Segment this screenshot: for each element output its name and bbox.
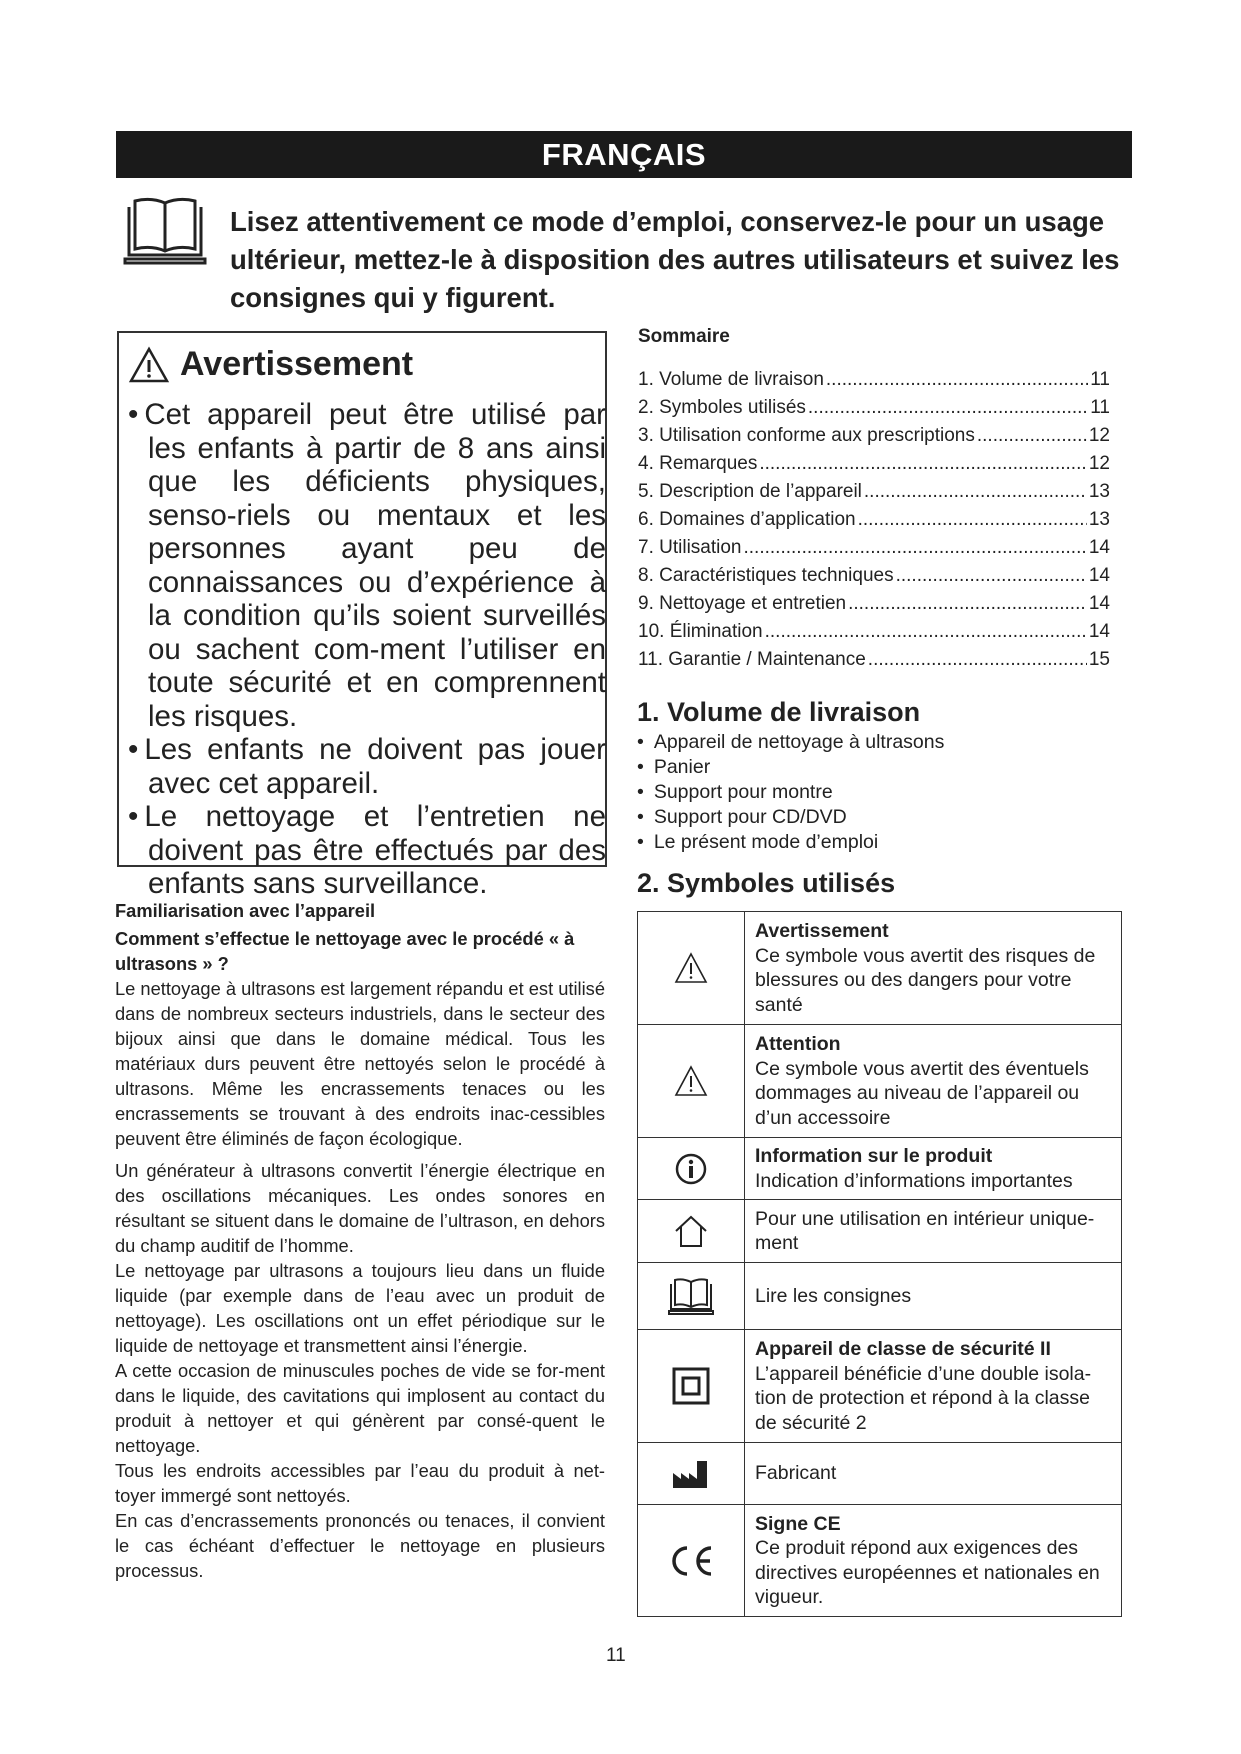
symbol-text: Ce symbole vous avertit des éventuels dommages au niveau de l’appareil ou d’un accessoire <box>755 1057 1089 1129</box>
paragraph: A cette occasion de minuscules poches de vide se for-ment dans le liquide, des cavitations qui implosent au contact du produit à nettoyer et qui génèrent par consé-quent le nettoyage. <box>115 1360 605 1456</box>
symbol-title: Attention <box>755 1033 841 1055</box>
list-item: • Panier <box>637 755 944 780</box>
symbol-text: Pour une utilisation en intérieur unique-ment <box>755 1207 1095 1254</box>
symbol-text: Ce produit répond aux exigences des directives européennes et nationales en vigueur. <box>755 1537 1100 1608</box>
table-row <box>638 1443 1122 1505</box>
paragraph: Tous les endroits accessibles par l’eau du produit à net-toyer immergé sont nettoyés. <box>115 1460 605 1506</box>
warning-item: • Les enfants ne doivent pas jouer avec cet appareil. <box>128 733 606 800</box>
symbol-text: Indication d’informations importantes <box>755 1169 1073 1192</box>
toc-title: Sommaire <box>638 326 730 347</box>
warning-item: • Cet appareil peut être utilisé par les enfants à partir de 8 ans ainsi que les déficients physiques, senso-riels ou mentaux et les personnes ayant peu de connaissances ou d’expérience à la condition qu’ils soient surveillés ou sachent com-ment l’utiliser en toute sécurité et en comprennent les risques. <box>128 398 606 733</box>
warning-triangle-icon <box>128 346 170 384</box>
section1-heading: 1. Volume de livraison <box>637 697 921 727</box>
toc-item: 9. Nettoyage et entretien ..... 14 <box>638 590 1110 618</box>
toc-item: 3. Utilisation conforme aux prescriptions ..... 12 <box>638 422 1110 450</box>
symbol-text: Fabricant <box>755 1462 837 1485</box>
list-item: • Support pour CD/DVD <box>637 805 944 830</box>
paragraph: Un générateur à ultrasons convertit l’énergie électrique en des oscillations mécaniques. Les ondes sonores en résultant se situent dans le domaine de l’ultrason, en dehors du champ auditif de l’homme. <box>115 1160 605 1256</box>
info-icon <box>638 1138 745 1200</box>
book-icon <box>123 195 207 267</box>
table-row <box>638 1263 1122 1330</box>
toc-item: 8. Caractéristiques techniques ..... 14 <box>638 562 1110 590</box>
indoor-house-icon <box>638 1200 745 1263</box>
toc-item: 1. Volume de livraison ..... 11 <box>638 366 1110 394</box>
table-row <box>638 912 1122 1025</box>
table-row <box>638 1505 1122 1617</box>
section2-heading: 2. Symboles utilisés <box>637 868 896 898</box>
toc-item: 6. Domaines d’application ..... 13 <box>638 506 1110 534</box>
warning-title <box>128 345 413 384</box>
symbol-text: L’appareil bénéficie d’une double isola-tion de protection et répond à la classe de sécurité 2 <box>755 1362 1092 1434</box>
symbol-text: Lire les consignes <box>755 1284 912 1307</box>
paragraph: En cas d’encrassements prononcés ou tenaces, il convient le cas échéant d’effectuer le nettoyage en plusieurs processus. <box>115 1510 605 1581</box>
ce-mark-icon <box>638 1505 745 1617</box>
table-row <box>638 1330 1122 1443</box>
familiarisation-subheading: Comment s’effectue le nettoyage avec le procédé « à ultrasons » ? <box>115 928 575 974</box>
toc-item: 11. Garantie / Maintenance ..... 15 <box>638 646 1110 674</box>
intro-text: Lisez attentivement ce mode d’emploi, conservez-le pour un usage ultérieur, mettez-le à disposition des autres utilisateurs et suivez les consignes qui y figurent. <box>230 206 1120 313</box>
symbol-title: Signe CE <box>755 1512 841 1535</box>
warning-triangle-icon <box>638 1025 745 1138</box>
manufacturer-icon <box>638 1443 745 1505</box>
paragraph: Le nettoyage à ultrasons est largement répandu et est utilisé dans de nombreux secteurs industriels, dans le secteur des bijoux ainsi que dans le domaine médical. Tous les matériaux durs peuvent être nettoyés selon le procédé à ultrasons. Même les encrassements tenaces ou les encrassements se trouvant à des endroits inac-cessibles peuvent être éliminés de façon écologique. <box>115 978 605 1149</box>
toc-item: 7. Utilisation ..... 14 <box>638 534 1110 562</box>
delivery-list <box>637 730 944 855</box>
familiarisation-heading: Familiarisation avec l’appareil <box>115 900 376 921</box>
table-row <box>638 1025 1122 1138</box>
toc-item: 5. Description de l’appareil ..... 13 <box>638 478 1110 506</box>
symbol-title: Avertissement <box>755 920 889 942</box>
paragraph: Le nettoyage par ultrasons a toujours lieu dans un fluide liquide (par exemple dans de l’eau avec un produit de nettoyage). Les oscillations ont un effet périodique sur le liquide de nettoyage et transmettent ainsi l’énergie. <box>115 1260 605 1356</box>
familiarisation-section <box>115 898 605 1583</box>
symbol-title: Appareil de classe de sécurité II <box>755 1338 1051 1360</box>
list-item: • Support pour montre <box>637 780 944 805</box>
list-item: • Appareil de nettoyage à ultrasons <box>637 730 944 755</box>
toc-item: 4. Remarques ..... 12 <box>638 450 1110 478</box>
page-number: 11 <box>606 1645 626 1666</box>
warning-list <box>128 398 606 901</box>
warning-triangle-icon <box>638 912 745 1025</box>
list-item: • Le présent mode d’emploi <box>637 830 944 855</box>
language-header: FRANÇAIS <box>116 131 1132 178</box>
book-icon <box>638 1263 745 1330</box>
toc-item: 10. Élimination ..... 14 <box>638 618 1110 646</box>
table-row <box>638 1138 1122 1200</box>
table-row <box>638 1200 1122 1263</box>
toc-item: 2. Symboles utilisés ..... 11 <box>638 394 1110 422</box>
class-ii-icon <box>638 1330 745 1443</box>
symbol-title: Information sur le produit <box>755 1145 993 1167</box>
warning-title-text: Avertissement <box>180 345 414 383</box>
symbol-text: Ce symbole vous avertit des risques de blessures ou des dangers pour votre santé <box>755 944 1096 1016</box>
symbols-table <box>637 911 1122 1617</box>
table-of-contents <box>638 366 1110 674</box>
warning-item: • Le nettoyage et l’entretien ne doivent pas être effectués par des enfants sans surveillance. <box>128 800 606 901</box>
